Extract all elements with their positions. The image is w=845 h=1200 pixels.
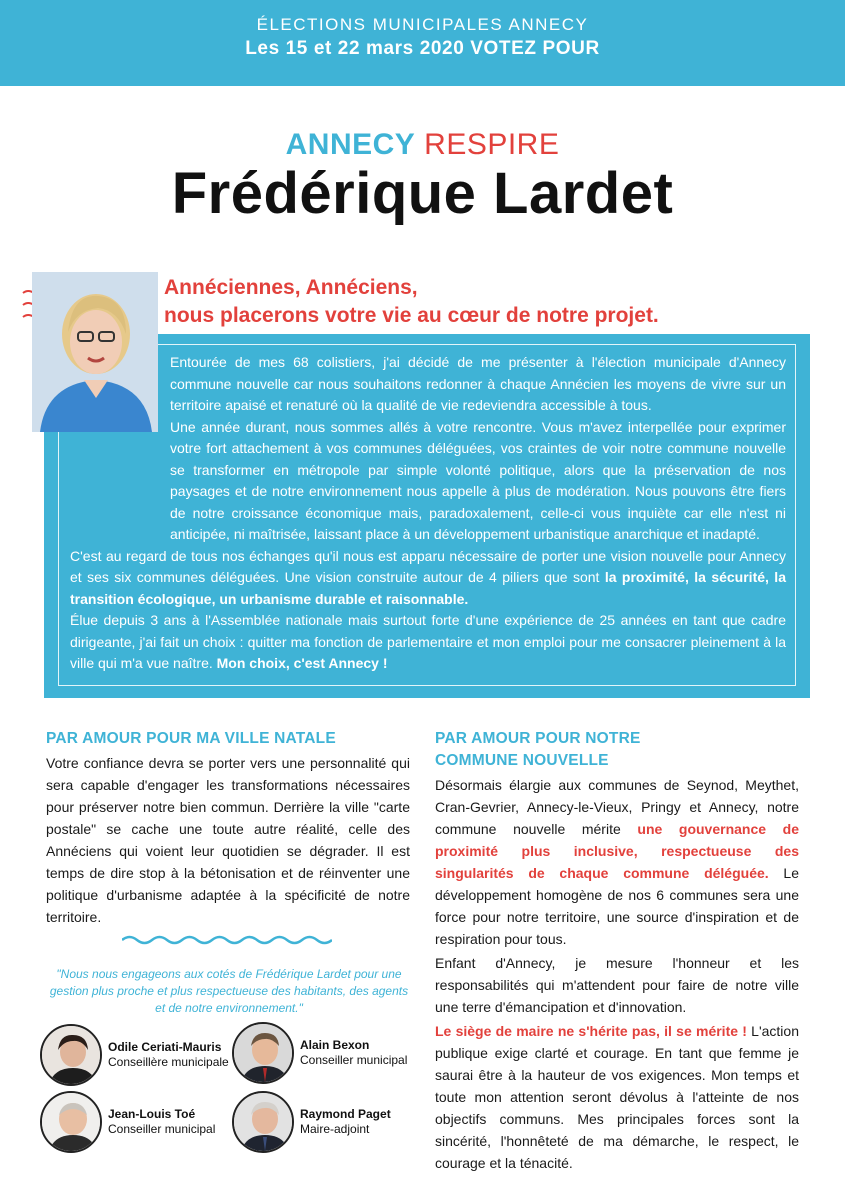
member-role: Maire-adjoint xyxy=(300,1122,370,1136)
right-section-title-line-2: COMMUNE NOUVELLE xyxy=(435,752,609,769)
right-section-paragraph-1 xyxy=(435,774,799,950)
brand-part-2: RESPIRE xyxy=(424,128,560,161)
intro-paragraph-4-text: Élue depuis 3 ans à l'Assemblée nationale mais surtout forte d'une expérience de 25 années en tant que cadre dirigeante, j'ai fait un choix : quitter ma fonction de parlementaire et mon emploi pour me consacrer pleinement à la ville qui m'a vue naître. xyxy=(70,612,786,671)
intro-paragraph-3 xyxy=(70,546,786,611)
member-name: Alain Bexon xyxy=(300,1038,370,1052)
right-p1-end: Le développement homogène de nos 6 communes sera une force pour notre territoire, une source d'inspiration et de respiration pour tous. xyxy=(435,865,799,947)
intro-paragraph-2: Une année durant, nous sommes allés à votre rencontre. Vous m'avez interpellée pour exprimer votre fort attachement à vos communes déléguées, vos craintes de voir notre commune nouvelle se transformer en métropole par simple volonté politique, alors que la préservation de nos paysages et de notre environnement nous appelle à plus de modération. Nous pouvons être fiers de notre croissance économique mais, paradoxalement, celle-ci vous inquiète car elle n'est ni anticipée, ni maîtrisée, laissant place à un développement urbanistique anarchique et inadapté. xyxy=(170,418,786,542)
intro-text xyxy=(70,352,786,675)
top-banner xyxy=(0,0,845,86)
left-column xyxy=(46,728,410,928)
member-role: Conseiller municipal xyxy=(300,1053,408,1067)
left-section-title: PAR AMOUR POUR MA VILLE NATALE xyxy=(46,730,336,747)
member-role: Conseillère municipale xyxy=(108,1055,229,1069)
intro-paragraph-1: Entourée de mes 68 colistiers, j'ai décidé de me présenter à l'élection municipale d'Annecy commune nouvelle car nous souhaitons redonner à chaque Annécien les moyens de vivre sur un territoire apaisé et renaturé où la qualité de vie redeviendra accessible à tous. xyxy=(170,354,786,413)
intro-paragraph-3-text: C'est au regard de tous nos échanges qu'il nous est apparu nécessaire de porter une vision nouvelle pour Annecy et ses six communes déléguées. Une vision construite autour de 4 piliers que sont xyxy=(70,547,786,585)
avatar xyxy=(40,1091,102,1153)
headline-line-2: nous placerons votre vie au cœur de notre projet. xyxy=(164,304,659,327)
banner-election-dates: Les 15 et 22 mars 2020 VOTEZ POUR xyxy=(245,38,600,59)
wave-divider-icon xyxy=(122,934,332,946)
intro-paragraph-4-choice: Mon choix, c'est Annecy ! xyxy=(216,655,388,671)
right-section-paragraph-3 xyxy=(435,1020,799,1174)
member-card xyxy=(232,1091,391,1153)
member-card xyxy=(40,1091,215,1153)
member-card xyxy=(40,1024,229,1086)
member-role: Conseiller municipal xyxy=(108,1122,216,1136)
right-section-title xyxy=(435,728,799,772)
brand-part-1: ANNECY xyxy=(285,128,416,161)
right-section-title-line-1: PAR AMOUR POUR NOTRE xyxy=(435,730,641,747)
banner-election-title: ÉLECTIONS MUNICIPALES ANNECY xyxy=(256,15,589,34)
right-section-paragraph-2: Enfant d'Annecy, je mesure l'honneur et les responsabilités qui m'attendent pour faire de notre ville une terre d'émancipation et d'innovation. xyxy=(435,955,799,1015)
avatar xyxy=(232,1091,294,1153)
avatar xyxy=(40,1024,102,1086)
intro-paragraph-3-pillars: la proximité, la sécurité, la transition écologique, un urbanisme durable et raisonnable. xyxy=(70,569,786,607)
list-brand xyxy=(0,128,845,162)
candidate-name: Frédérique Lardet xyxy=(171,161,674,226)
right-p3-end: L'action publique exige clarté et courage. En tant que femme je saurai être à la hauteur de vos exigences. Mon temps et toute mon attention seront dévolus à l'atteinte de nos objectifs communs. Mes principales forces sont la sincérité, l'honnêteté de ma démarche, le respect, le courage et la ténacité. xyxy=(435,1023,799,1171)
member-name: Jean-Louis Toé xyxy=(108,1107,196,1121)
intro-paragraph-4 xyxy=(70,610,786,675)
right-p1-highlight: une gouvernance de proximité plus inclusive, respectueuse des singularités de chaque commune déléguée. xyxy=(435,821,799,881)
right-p1-start: Désormais élargie aux communes de Seynod, Meythet, Cran-Gevrier, Annecy-le-Vieux, Pringy et Annecy, notre commune nouvelle mérite xyxy=(435,777,799,837)
right-column xyxy=(435,728,799,1174)
headline xyxy=(164,274,659,330)
headline-line-1: Annéciennes, Annéciens, xyxy=(164,276,418,299)
right-p3-highlight: Le siège de maire ne s'hérite pas, il se mérite ! xyxy=(435,1023,747,1039)
left-section-text: Votre confiance devra se porter vers une personnalité qui sera capable d'engager les transformations nécessaires pour préserver notre bien commun. Derrière la ville "carte postale" se cache une toute autre réalité, celle des Annéciens qui voient leur quotidien se dégrader. Il est temps de dire stop à la bétonisation et de réinventer une politique d'urbanisme adaptée à la spécificité de notre territoire. xyxy=(46,755,410,925)
member-name: Odile Ceriati-Mauris xyxy=(108,1040,222,1054)
member-name: Raymond Paget xyxy=(300,1107,391,1121)
member-card xyxy=(232,1022,407,1084)
avatar xyxy=(232,1022,294,1084)
support-quote: "Nous nous engageons aux cotés de Frédérique Lardet pour une gestion plus proche et plus respectueuse des habitants, des agents et de notre environnement." xyxy=(49,967,409,1015)
